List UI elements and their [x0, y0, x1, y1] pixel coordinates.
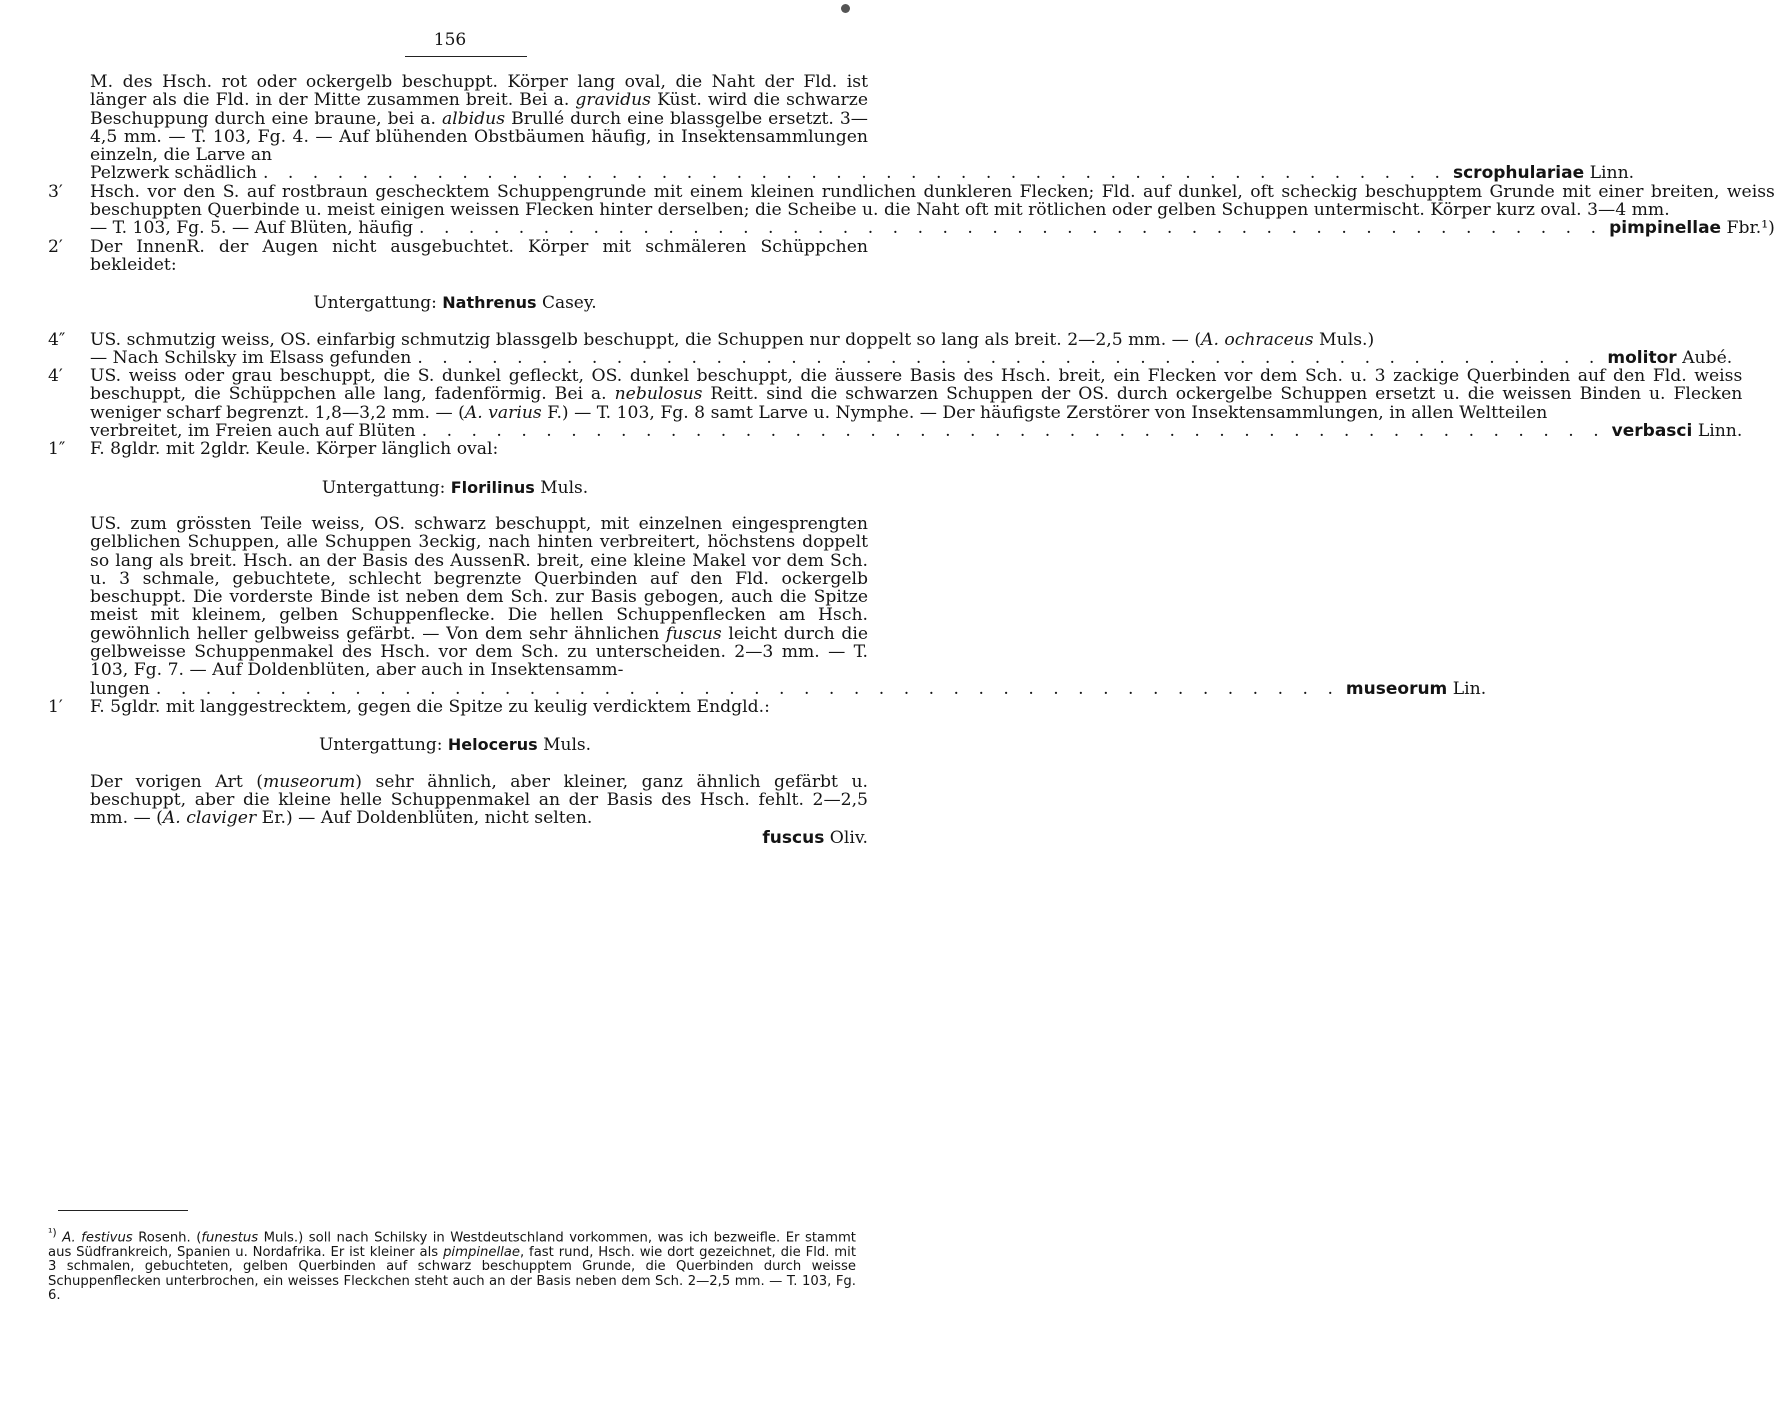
entry-text: ) sehr ähnlich, aber kleiner, ganz ähnlich gefärbt u. beschuppt, aber die kleine helle Schuppenmakel an der Basis des Hsch. fehlt. 2—2,5 mm. — (: [90, 771, 868, 829]
species-line: [90, 163, 1635, 184]
entry-tail: — Nach Schilsky im Elsass gefunden: [90, 347, 412, 368]
entry-text: Hsch. vor den S. auf rostbraun geschecktem Schuppengrunde mit einem kleinen rundlichen dunkleren Flecken; Fld. auf dunkel, oft scheckig beschupptem Grunde mit einer breiten, weiss beschuppten Querbinde u. meist einigen weissen Flecken hinter derselben; die Scheibe u. die Naht oft mit rötlichen oder gelben Schuppen untermischt. Körper kurz oval. 3—4 mm.: [90, 181, 1775, 221]
footnote-synonym: funestus: [201, 1230, 259, 1246]
species-author: Fbr.¹): [1726, 218, 1775, 239]
species-author: Oliv.: [829, 828, 868, 849]
synonym-name: A. claviger: [162, 808, 257, 829]
footnote-rule: [58, 1210, 188, 1211]
species-line: [90, 349, 1732, 367]
key-marker: 4″: [48, 329, 66, 350]
entry-text: F.) — T. 103, Fg. 8 samt Larve u. Nymphe. — Der häufigste Zerstörer von Insektensammlungen, in allen Weltteilen: [547, 402, 1548, 423]
key-entry-1-double-prime: [42, 440, 868, 458]
subgenus-author: Muls.: [543, 735, 592, 756]
leader-dots: . . . . . . . . . . . . . . . . . . . . . . . . . . . . . . . . . . . . . . . . . . . . . . . .: [419, 218, 1604, 239]
variety-name: albidus: [441, 108, 506, 129]
footnote: [48, 1226, 856, 1303]
subgenus-name: Helocerus: [447, 735, 538, 755]
leader-dots: . . . . . . . . . . . . . . . . . . . . . . . . . . . . . . . . . . . . . . . . . . . . . . . .: [155, 678, 1340, 699]
entry-tail: — T. 103, Fg. 5. — Auf Blüten, häufig: [90, 218, 414, 239]
species-name: fuscus: [762, 828, 825, 849]
entry-text: F. 8gldr. mit 2gldr. Keule. Körper länglich oval:: [90, 439, 499, 460]
entry-text: leicht durch die gelbweisse Schuppenmakel des Hsch. vor dem Sch. zu unterscheiden. 2—3 mm. — T. 103, Fg. 7. — Auf Doldenblüten, aber auch in Insektensamm-: [90, 623, 869, 681]
entry-text: Brullé durch eine blassgelbe ersetzt. 3—4,5 mm. — T. 103, Fg. 4. — Auf blühenden Obstbäumen häufig, in Insektensammlungen einzeln, die Larve an: [90, 108, 868, 166]
footnote-text: , fast rund, Hsch. wie dort gezeichnet, die Fld. mit 3 schmalen, gebuchteten, gelben Querbinden auf schwarz beschupptem Grunde, die Querbinden durch weisse Schuppenflecken unterbrochen, ein weisses Fleckchen steht auch an der Basis neben dem Sch. 2—2,5 mm. — T. 103, Fg. 6.: [48, 1244, 856, 1304]
species-author: Linn.: [1697, 421, 1743, 442]
species-name: verbasci: [1611, 421, 1693, 442]
footnote-species: A. festivus: [62, 1230, 133, 1246]
species-line: [90, 422, 1742, 440]
variety-name: nebulosus: [614, 384, 703, 405]
entry-text: Muls.): [1319, 329, 1375, 350]
subgenus-prefix: Untergattung:: [313, 293, 437, 314]
key-marker: 1′: [48, 696, 63, 717]
leader-dots: . . . . . . . . . . . . . . . . . . . . . . . . . . . . . . . . . . . . . . . . . . . . . . . .: [417, 347, 1602, 368]
entry-text: US. weiss oder grau beschuppt, die S. dunkel gefleckt, OS. dunkel beschuppt, die äussere Basis des Hsch. breit, ein Flecken vor dem Sch. u. 3 zackige Querbinden auf den Fld. weiss beschuppt, die Schüppchen alle lang, fadenförmig. Bei a.: [90, 366, 1743, 405]
species-name: pimpinellae: [1609, 218, 1722, 239]
subgenus-heading-nathrenus: [42, 294, 868, 312]
footnote-species-reference: pimpinellae: [443, 1244, 520, 1260]
species-reference: museorum: [262, 771, 356, 792]
species-reference: fuscus: [665, 623, 722, 644]
subgenus-name: Nathrenus: [442, 293, 537, 313]
entry-text: Der InnenR. der Augen nicht ausgebuchtet. Körper mit schmäleren Schüppchen bekleidet:: [90, 236, 868, 275]
key-entry-1-prime: [42, 698, 868, 716]
page-content: [42, 72, 1775, 849]
entry-text: M. des Hsch. rot oder ockergelb beschuppt. Körper lang oval, die Naht der Fld. ist länger als die Fld. in der Mitte zusammen breit. Bei a.: [90, 72, 868, 111]
key-marker: 2′: [48, 236, 63, 257]
entry-text: Der vorigen Art (: [90, 771, 263, 792]
entry-text: Er.) — Auf Doldenblüten, nicht selten.: [261, 808, 593, 829]
species-author: Aubé.: [1682, 347, 1733, 368]
species-name: molitor: [1607, 347, 1677, 368]
subgenus-author: Casey.: [541, 293, 597, 314]
species-line: [90, 829, 868, 847]
header-rule: [405, 56, 527, 57]
key-entry-4-double-prime: [42, 329, 1733, 368]
entry-tail: lungen: [90, 678, 150, 699]
key-entry-3-prime: [42, 181, 1775, 239]
page-number: 156: [433, 30, 467, 50]
subgenus-author: Muls.: [540, 477, 589, 498]
leader-dots: . . . . . . . . . . . . . . . . . . . . . . . . . . . . . . . . . . . . . . . . . . . . . . . .: [262, 163, 1447, 184]
key-marker: 3′: [48, 181, 63, 202]
entry-text: Küst. wird die schwarze Beschuppung durch eine braune, bei a.: [90, 90, 869, 129]
ink-spot: [841, 4, 850, 13]
species-line: [90, 678, 1487, 699]
species-description-museorum: [42, 513, 1487, 699]
subgenus-heading-helocerus: [42, 736, 868, 754]
entry-text: US. zum grössten Teile weiss, OS. schwarz beschuppt, mit einzelnen eingesprengten gelblichen Schuppen, alle Schuppen 3eckig, nach hinten verbreitert, höchstens doppelt so lang als breit. Hsch. an der Basis des AussenR. breit, eine kleine Makel vor dem Sch. u. 3 schmale, gebuchtete, schlecht begrenzte Querbinden auf den Fld. ockergelb beschuppt. Die vorderste Binde ist neben dem Sch. zur Basis gebogen, auch die Spitze meist mit kleinem, gelben Schuppenflecke. Die hellen Schuppenflecken am Hsch. gewöhnlich heller gelbweiss gefärbt. — Von dem sehr ähnlichen: [90, 513, 868, 644]
key-marker: 4′: [48, 366, 63, 387]
variety-name: gravidus: [575, 90, 651, 111]
key-entry-continuation: [42, 72, 1635, 184]
entry-text: F. 5gldr. mit langgestrecktem, gegen die Spitze zu keulig verdicktem Endgld.:: [90, 696, 770, 717]
subgenus-name: Florilinus: [450, 477, 535, 497]
species-author: Lin.: [1452, 678, 1487, 699]
key-entry-2-prime: [42, 238, 868, 275]
entry-tail: verbreitet, im Freien auch auf Blüten: [90, 421, 416, 442]
key-entry-4-prime: [42, 366, 1743, 442]
entry-text: US. schmutzig weiss, OS. einfarbig schmutzig blassgelb beschuppt, die Schuppen nur doppelt so lang als breit. 2—2,5 mm. — (: [90, 329, 1202, 350]
leader-dots: . . . . . . . . . . . . . . . . . . . . . . . . . . . . . . . . . . . . . . . . . . . . . . . .: [421, 421, 1606, 442]
species-description-fuscus: [42, 773, 868, 848]
footnote-text: Rosenh. (: [138, 1230, 202, 1246]
entry-tail: Pelzwerk schädlich: [90, 163, 257, 184]
footnote-mark: ¹): [48, 1226, 57, 1239]
species-name: museorum: [1345, 678, 1448, 699]
subgenus-heading-florilinus: [42, 479, 868, 497]
synonym-name: A. varius: [464, 402, 542, 423]
synonym-name: A. ochraceus: [1201, 329, 1314, 350]
entry-text: Reitt. sind die schwarzen Schuppen der OS. durch ockergelbe Schuppen ersetzt u. die weissen Binden u. Flecken weniger scharf begrenzt. 1,8—3,2 mm. — (: [90, 384, 1743, 423]
species-line: [90, 219, 1775, 237]
subgenus-prefix: Untergattung:: [318, 735, 443, 756]
subgenus-prefix: Untergattung:: [321, 477, 446, 498]
species-name: scrophulariae: [1452, 163, 1585, 184]
footnote-text: Muls.) soll nach Schilsky in Westdeutschland vorkommen, was ich bezweifle. Er stammt aus Südfrankreich, Spanien u. Nordafrika. Er ist kleiner als: [48, 1230, 856, 1260]
species-author: Linn.: [1589, 163, 1635, 184]
key-marker: 1″: [48, 439, 66, 460]
